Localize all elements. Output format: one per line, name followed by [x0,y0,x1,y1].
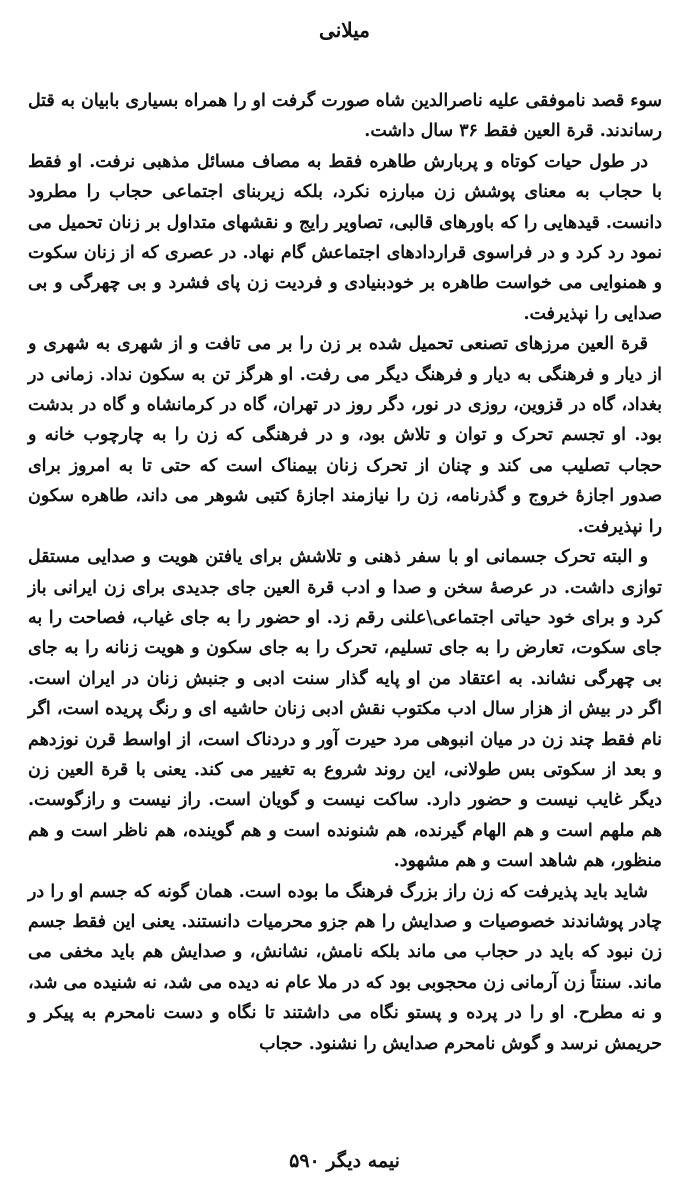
paragraph: شاید باید پذیرفت که زن راز بزرگ فرهنگ ما بوده است. همان گونه که جسم او را در چادر پوشاندند خصوصیات و صدایش را هم جزو محرمیات دانستند. یعنی این فقط جسم زن نبود که باید در حجاب می ماند بلکه نامش، نشانش، و صدایش هم باید مخفی می ماند. سنتاً زن آرمانی زن محجوبی بود که در ملا عام نه دیده می شد، نه شنیده می شد، و نه مطرح. او را در پرده و پستو نگاه می داشتند تا نگاه و دست نامحرم به پیکر و حریمش نرسد و گوش نامحرم صدایش را نشنود. حجاب [28,881,662,1054]
body-text [28,86,662,1059]
running-header: میلانی [319,18,370,42]
paragraph: در طول حیات کوتاه و پربارش طاهره فقط به مصاف مسائل مذهبی نرفت. او فقط با حجاب به معنای پوشش زن مبارزه نکرد، بلکه زیربنای اجتماعی حجاب را مطرود دانست. قیدهایی را که باورهای قالبی، تصاویر رایج و نقشهای متداول بر زنان تحمیل می نمود رد کرد و در فراسوی قراردادهای اجتماعش گام نهاد. در عصری که از زنان سکوت و همنوایی می خواست طاهره بر خودبنیادی و فردیت زن پای فشرد و بی چهرگی و بی صدایی را نپذیرفت. [28,151,662,324]
paragraph: قرة العین مرزهای تصنعی تحمیل شده بر زن را بر می تافت و از شهری به شهری و از دیار و فرهنگی به دیار و فرهنگ دیگر می رفت. او هرگز تن به سکون نداد. زمانی در بغداد، گاه در قزوین، روزی در نور، دگر روز در تهران، گاه در کرمانشاه و گاه در بدشت بود. او تجسم تحرک و توان و تلاش بود، و در فرهنگی که زن را به چارچوب خانه و حجاب تصلیب می کند و چنان از تحرک زنان بیمناک است که حتی تا به امروز برای صدور اجازهٔ خروج و گذرنامه، زن را نیازمند اجازهٔ کتبی شوهر می داند، طاهره سکون را نپذیرفت. [28,334,662,537]
page-footer: نیمه دیگر ۵۹۰ [289,1150,400,1172]
paragraph: و البته تحرک جسمانی او با سفر ذهنی و تلاشش برای یافتن هویت و صدایی مستقل توازی داشت. در عرصهٔ سخن و صدا و ادب قرة العین جای جدیدی برای زن ایرانی باز کرد و برای خود حیاتی اجتماعی\علنی رقم زد. او حضور را به جای غیاب، فصاحت را به جای سکوت، تعارض را به جای تسلیم، تحرک را به جای سکون و هویت زنانه را به جای بی چهرگی نشاند. به اعتقاد من او پایه گذار سنت ادبی و جنبش زنان در ایران است. اگر در بیش از هزار سال ادب مکتوب نقش ادبی زنان حاشیه ای و رنگ پریده است، اگر نام فقط چند زن در میان انبوهی مرد حیرت آور و دردناک است، از اواسط قرن نوزدهم و بعد از سکوتی بس طولانی، این روند شروع به تغییر می کند. یعنی با قرة العین زن دیگر غایب نیست و حضور دارد. ساکت نیست و گویان است. راز نیست و رازگوست. هم ملهم است و هم الهام گیرنده، هم شنونده است و هم گوینده، هم ناظر است و هم منظور، هم شاهد است و هم مشهود. [28,547,662,872]
paragraph: سوء قصد ناموفقی علیه ناصرالدین شاه صورت گرفت او را همراه بسیاری بابیان به قتل رساندند. قرة العین فقط ۳۶ سال داشت. [28,91,662,142]
